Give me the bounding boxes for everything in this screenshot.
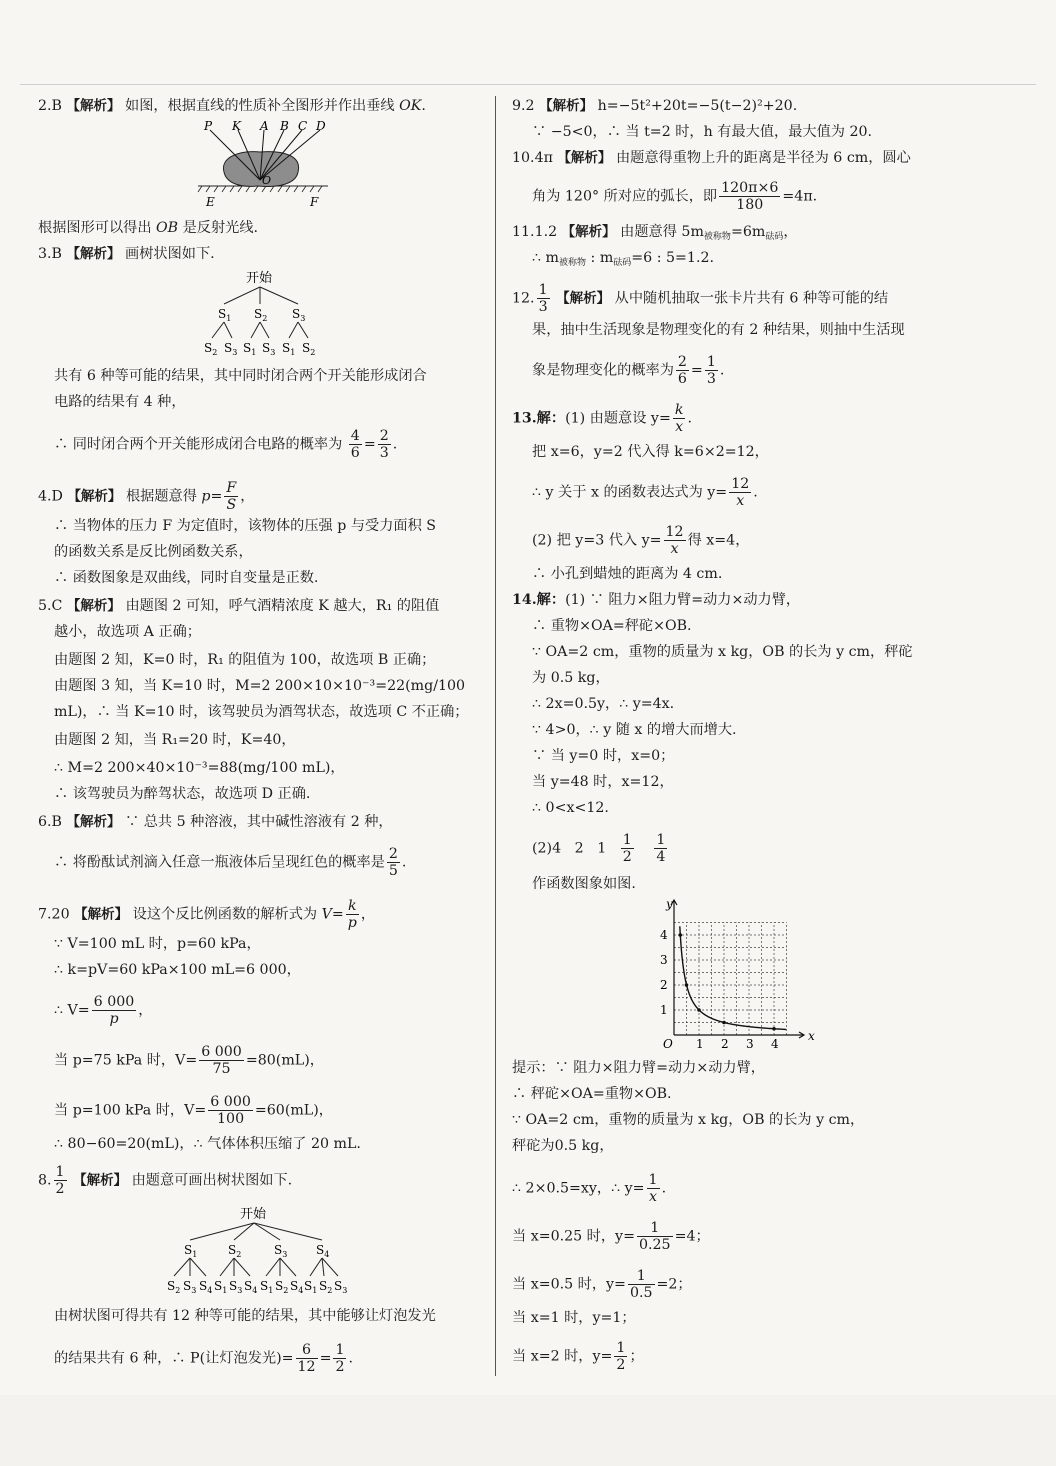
- label-K: K: [232, 119, 241, 133]
- svg-text:S3: $S_3$: [292, 307, 306, 323]
- q9-line: 9.2 【解析】 h=−5t²+20t=−5(t−2)²+20.: [512, 98, 798, 114]
- label-B: B: [280, 119, 289, 133]
- y-tick-1: 1: [660, 1003, 668, 1017]
- svg-text:S2: $S_2$: [275, 1279, 289, 1295]
- svg-text:S1: $S_1$: [214, 1279, 228, 1295]
- svg-text:S3: $S_3$: [334, 1279, 348, 1295]
- q14-text-9: 作函数图象如图.: [532, 876, 636, 892]
- svg-text:S3: $S_3$: [229, 1279, 243, 1295]
- svg-text:S3: $S_3$: [224, 341, 238, 357]
- graph-point: [685, 983, 689, 987]
- q4-text-3: ∴ 函数图象是双曲线，同时自变量是正数.: [54, 570, 319, 586]
- y-tick-3: 3: [660, 953, 668, 967]
- q13-text-2: ∴ y 关于 x 的函数表达式为 y= $\frac{12}{x}$ .: [532, 476, 758, 509]
- label-D: D: [316, 119, 326, 133]
- x-tick-1: 1: [696, 1037, 704, 1051]
- q13-text-1: 把 x=6，y=2 代入得 k=6×2=12，: [532, 444, 769, 460]
- q7-text-2: ∴ k=pV=60 kPa×100 mL=6 000，: [54, 962, 301, 978]
- q14-text-5: ∵ 4>0，∴ y 随 x 的增大而增大.: [532, 722, 737, 738]
- column-divider: [495, 96, 496, 1376]
- label-E: E: [206, 195, 215, 209]
- q14-hint-8: 当 x=1 时，y=1；: [512, 1310, 636, 1326]
- svg-text:S3: $S_3$: [274, 1243, 288, 1259]
- reflection-diagram: [198, 120, 358, 210]
- q14-hint-5: ∴ 2×0.5=xy，∴ y= $\frac{1}{x}$ .: [512, 1172, 667, 1205]
- q14-text-4: ∴ 2x=0.5y，∴ y=4x.: [532, 696, 675, 712]
- q5-text-7: ∴ 该驾驶员为醉驾状态，故选项 D 正确.: [54, 786, 311, 802]
- label-F: F: [310, 195, 319, 209]
- label-P: P: [204, 119, 213, 133]
- q5-text-2: 由题图 2 知，K=0 时，R₁ 的阻值为 100，故选项 B 正确；: [54, 652, 436, 668]
- svg-text:S1: $S_1$: [282, 341, 296, 357]
- svg-text:S2: $S_2$: [319, 1279, 333, 1295]
- q7-text-4: 当 p=75 kPa 时，V= $\frac{6 000}{75}$ =80(mL)，: [54, 1044, 324, 1077]
- q3-probability: ∴ 同时闭合两个开关能形成闭合电路的概率为 $\frac{4}{6}$ = $\frac{2}{3}$ .: [54, 428, 398, 461]
- q10-line: 10.4π 【解析】 由题意得重物上升的距离是半径为 6 cm，圆心: [512, 150, 911, 166]
- q14-hint-6: 当 x=0.25 时，y= $\frac{1}{0.25}$ =4；: [512, 1220, 710, 1253]
- svg-text:S1: $S_1$: [260, 1279, 274, 1295]
- q5-text-1: 越小，故选项 A 正确；: [54, 624, 201, 640]
- y-axis-label: y: [666, 897, 673, 911]
- q13-text-4: ∴ 小孔到蜡烛的距离为 4 cm.: [532, 566, 723, 582]
- q5-text-3: 由题图 3 知，当 K=10 时，M=2 200×10×10⁻³=22(mg/100: [54, 678, 466, 694]
- label-A: A: [260, 119, 269, 133]
- svg-text:S4: $S_4$: [290, 1279, 304, 1295]
- q8-line: 8. $\frac{1}{2}$ 【解析】 由题意可画出树状图如下.: [38, 1164, 293, 1197]
- q7-text-3: ∴ V= $\frac{6 000}{p}$ ，: [54, 994, 153, 1027]
- svg-text:开始: 开始: [240, 1207, 267, 1222]
- q11-text-1: ∴ $m_{被称物}$ : $m_{砝码}=6$ : 5=1.2.: [532, 250, 714, 268]
- graph-point: [697, 1008, 701, 1012]
- q12-line: 12. $\frac{1}{3}$ 【解析】 从中随机抽取一张卡片共有 6 种等可能的结: [512, 282, 889, 315]
- q14-text-6: ∵ 当 y=0 时，x=0；: [532, 748, 675, 764]
- top-rule: [20, 84, 1036, 85]
- svg-text:S4: $S_4$: [316, 1243, 330, 1259]
- q4-line: 4.D 【解析】 根据题意得 p= $\frac{F}{S}$ ，: [38, 480, 255, 513]
- q14-text-8: ∴ 0<x<12.: [532, 800, 609, 816]
- q13-text-3: (2) 把 y=3 代入 y= $\frac{12}{x}$ 得 x=4，: [532, 524, 750, 557]
- tree-diagram-8: [162, 1204, 362, 1300]
- q14-hint-7: 当 x=0.5 时，y= $\frac{1}{0.5}$ =2；: [512, 1268, 692, 1301]
- q3-text-2: 电路的结果有 4 种，: [54, 394, 186, 410]
- q14-text-7: 当 y=48 时，x=12，: [532, 774, 674, 790]
- svg-text:S2: $S_2$: [228, 1243, 242, 1259]
- svg-text:S4: $S_4$: [199, 1279, 213, 1295]
- q14-hint-1: 提示：∵ 阻力×阻力臂=动力×动力臂，: [512, 1060, 765, 1076]
- graph-point: [678, 933, 682, 937]
- q14-part2: (2)4 2 1 $\frac{1}{2}$ $\frac{1}{4}$: [532, 832, 666, 865]
- q14-text-1: ∴ 重物×OA=秤砣×OB.: [532, 618, 692, 634]
- x-axis-label: x: [808, 1029, 815, 1043]
- q12-text-2: 象是物理变化的概率为 $\frac{2}{6}$ = $\frac{1}{3}$ .: [532, 354, 725, 387]
- svg-text:S2: $S_2$: [204, 341, 218, 357]
- q8-text-1: 由树状图可得共有 12 种等可能的结果，其中能够让灯泡发光: [54, 1308, 436, 1324]
- q14-hint-2: ∴ 秤砣×OA=重物×OB.: [512, 1086, 672, 1102]
- y-tick-4: 4: [660, 928, 668, 942]
- q9-text-1: ∵ −5<0，∴ 当 t=2 时，h 有最大值，最大值为 20.: [532, 124, 873, 140]
- label-O: O: [262, 174, 272, 187]
- inverse-function-graph: [644, 896, 814, 1054]
- origin-label: O: [663, 1037, 673, 1051]
- graph-point: [772, 1027, 776, 1031]
- svg-text:S1: $S_1$: [304, 1279, 318, 1295]
- q7-text-6: ∴ 80−60=20(mL)，∴ 气体体积压缩了 20 mL.: [54, 1136, 361, 1152]
- q12-text-1: 果，抽中生活现象是物理变化的有 2 种结果，则抽中生活现: [532, 322, 905, 338]
- svg-text:S3: $S_3$: [183, 1279, 197, 1295]
- svg-text:开始: 开始: [246, 271, 273, 286]
- q7-text-1: ∵ V=100 mL 时，p=60 kPa，: [54, 936, 261, 952]
- x-tick-3: 3: [746, 1037, 754, 1051]
- svg-text:S2: $S_2$: [254, 307, 268, 323]
- page-bottom-margin: [0, 1395, 1056, 1466]
- graph-point: [722, 1021, 726, 1025]
- svg-text:S1: $S_1$: [218, 307, 232, 323]
- q2-conclusion: 根据图形可以得出 OB 是反射光线.: [38, 220, 259, 236]
- q5-text-6: ∴ M=2 200×40×10⁻³=88(mg/100 mL)，: [54, 760, 345, 776]
- q3-line: 3.B 【解析】 画树状图如下.: [38, 246, 215, 262]
- x-tick-4: 4: [771, 1037, 779, 1051]
- q14-text-3: 为 0.5 kg，: [532, 670, 610, 686]
- q7-line: 7.20 【解析】 设这个反比例函数的解析式为 V= $\frac{k}{p}$ ，: [38, 898, 376, 931]
- svg-text:S1: $S_1$: [243, 341, 257, 357]
- tree-diagram-3: [194, 268, 324, 360]
- q6-line: 6.B 【解析】 ∵ 总共 5 种溶液，其中碱性溶液有 2 种，: [38, 814, 393, 830]
- y-tick-2: 2: [660, 978, 668, 992]
- q14-text-2: ∵ OA=2 cm，重物的质量为 x kg，OB 的长为 y cm，秤砣: [532, 644, 913, 660]
- q4-text-2: 的函数关系是反比例函数关系，: [54, 544, 253, 560]
- svg-text:S2: $S_2$: [302, 341, 316, 357]
- q7-text-5: 当 p=100 kPa 时，V= $\frac{6 000}{100}$ =60(mL)，: [54, 1094, 333, 1127]
- q6-probability: ∴ 将酚酞试剂滴入任意一瓶液体后呈现红色的概率是 $\frac{2}{5}$ .: [54, 846, 407, 879]
- q14-hint-3: ∵ OA=2 cm，重物的质量为 x kg，OB 的长为 y cm，: [512, 1112, 865, 1128]
- q14-hint-9: 当 x=2 时，y= $\frac{1}{2}$ ；: [512, 1340, 644, 1373]
- q4-text-1: ∴ 当物体的压力 F 为定值时，该物体的压强 p 与受力面积 S: [54, 518, 437, 534]
- svg-text:S4: $S_4$: [244, 1279, 258, 1295]
- q5-line: 5.C 【解析】 由题图 2 可知，呼气酒精浓度 K 越大，R₁ 的阻值: [38, 598, 440, 614]
- x-tick-2: 2: [721, 1037, 729, 1051]
- q5-text-4: mL)，∴ 当 K=10 时，该驾驶员为酒驾状态，故选项 C 不正确；: [54, 704, 469, 720]
- q5-text-5: 由题图 2 知，当 R₁=20 时，K=40，: [54, 732, 296, 748]
- q13-line: 13.解：(1) 由题意设 y= $\frac{k}{x}$ .: [512, 402, 692, 435]
- svg-text:S1: $S_1$: [184, 1243, 198, 1259]
- q2-line: 2.B 【解析】 如图，根据直线的性质补全图形并作出垂线 OK.: [38, 98, 426, 114]
- q8-probability: 的结果共有 6 种，∴ P(让灯泡发光)= $\frac{6}{12}$ = $\frac{1}{2}$ .: [54, 1342, 353, 1375]
- svg-text:S3: $S_3$: [262, 341, 276, 357]
- label-C: C: [298, 119, 308, 133]
- q10-text-1: 角为 120° 所对应的弧长，即 $\frac{120\pi\times 6}{180}$ =4π.: [532, 180, 818, 213]
- curve-y-1-over-x: [680, 926, 786, 1029]
- q14-line: 14.解：(1) ∵ 阻力×阻力臂=动力×动力臂，: [512, 592, 801, 608]
- svg-text:S2: $S_2$: [167, 1279, 181, 1295]
- q3-text-1: 共有 6 种等可能的结果，其中同时闭合两个开关能形成闭合: [54, 368, 427, 384]
- q11-line: 11.1.2 【解析】 由题意得 $5m_{被称物}=6m_{砝码}$，: [512, 224, 798, 242]
- q14-hint-4: 秤砣为0.5 kg，: [512, 1138, 614, 1154]
